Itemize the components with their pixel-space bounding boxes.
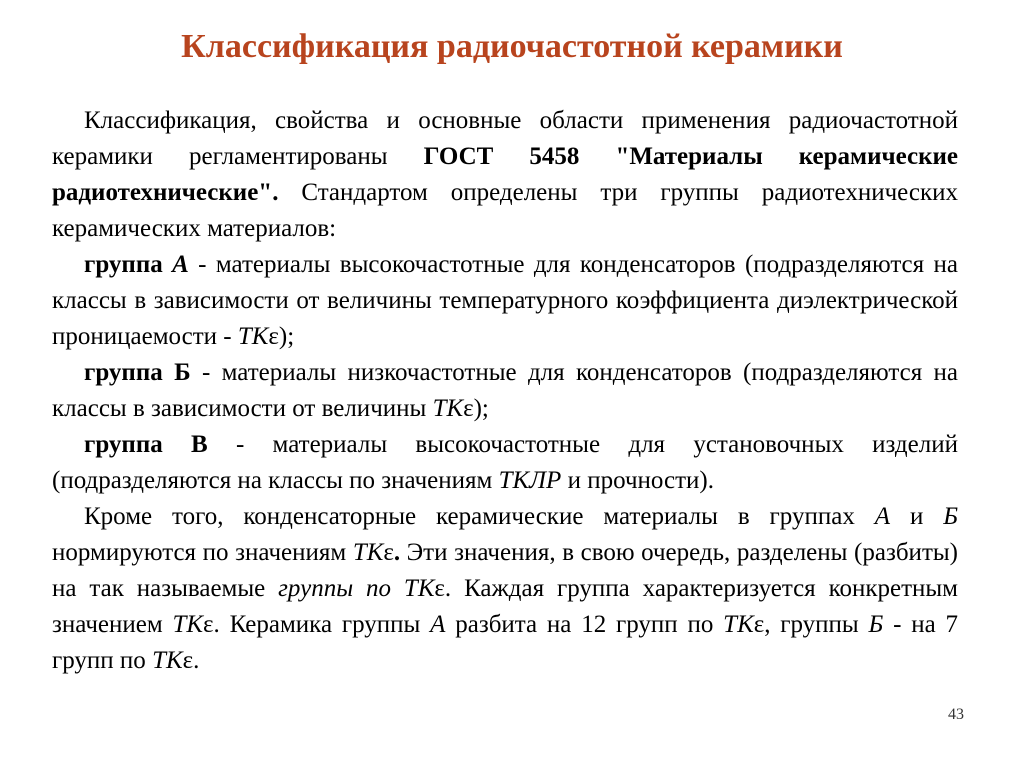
page-number: 43 — [948, 706, 964, 723]
paragraph-group-v — [52, 427, 958, 499]
epsilon-symbol: ε — [753, 611, 765, 638]
group-a-letter: А — [172, 251, 189, 278]
text-run: . Каждая группа характеризуется конкретным значением — [52, 575, 958, 638]
text-run: разбита на 12 групп по — [445, 611, 724, 638]
groups-by-tk-term: группы по ТК — [278, 575, 435, 602]
tk-symbol: ТК — [352, 539, 384, 566]
tk-symbol: ТК — [723, 611, 754, 638]
group-v-text: - материалы высокочастотные для установочных изделий (подразделяются на классы по значениям — [52, 431, 958, 494]
group-v-label: группа В — [84, 431, 208, 458]
group-letter-a: А — [430, 611, 446, 638]
intro-text-end: Стандартом определены три группы радиотехнических керамических материалов: — [52, 179, 958, 242]
epsilon-symbol: ε — [268, 323, 279, 350]
text-run: , группы — [764, 611, 869, 638]
intro-text: Классификация, свойства и основные области применения радиочастотной керамики регламентированы — [52, 107, 958, 170]
group-letter-b: Б — [868, 611, 884, 638]
group-b-text-end: ); — [473, 395, 489, 422]
text-run: нормируются по значениям — [52, 539, 353, 566]
epsilon-symbol: ε — [203, 611, 214, 638]
tk-symbol: ТК — [152, 647, 183, 674]
text-run: . Керамика группы — [213, 611, 431, 638]
group-a-text-end: ); — [278, 323, 295, 350]
tk-symbol: ТК — [237, 323, 269, 350]
epsilon-symbol: ε — [383, 539, 394, 566]
epsilon-symbol: ε — [434, 575, 445, 602]
group-v-text-end: и прочности). — [561, 467, 714, 494]
paragraph-additional — [52, 499, 958, 679]
tk-symbol: ТК — [172, 611, 204, 638]
group-a-word: группа — [84, 251, 173, 278]
group-a-text: - материалы высокочастотные для конденсаторов (подразделяются на классы в зависимости от величины температурного коэффициента диэлектрической проницаемости - — [52, 251, 958, 350]
tk-symbol: ТК — [432, 395, 464, 422]
group-b-text: - материалы низкочастотные для конденсаторов (подразделяются на классы в зависимости от величины — [52, 359, 959, 422]
epsilon-symbol: ε — [182, 647, 194, 674]
gost-reference: ГОСТ 5458 "Материалы керамические радиотехнические". — [52, 143, 958, 206]
text-run: - на 7 групп по — [52, 611, 958, 674]
slide-body — [52, 103, 958, 679]
slide-title: Классификация радиочастотной керамики — [181, 28, 843, 65]
group-b-label: группа Б — [84, 359, 191, 386]
epsilon-symbol: ε — [463, 395, 474, 422]
text-run: Эти значения, в свою очередь, разделены (разбиты) на так называемые — [52, 539, 958, 602]
group-letter-a: А — [874, 503, 891, 530]
text-run: . — [193, 647, 200, 674]
bold-period: . — [393, 539, 401, 566]
paragraph-group-a — [52, 247, 958, 355]
tklr-symbol: ТКЛР — [498, 467, 562, 494]
text-run: Кроме того, конденсаторные керамические материалы в группах — [84, 503, 875, 530]
text-run: и — [890, 503, 944, 530]
paragraph-intro — [52, 103, 958, 247]
group-letter-b: Б — [943, 503, 958, 530]
paragraph-group-b — [52, 355, 958, 427]
